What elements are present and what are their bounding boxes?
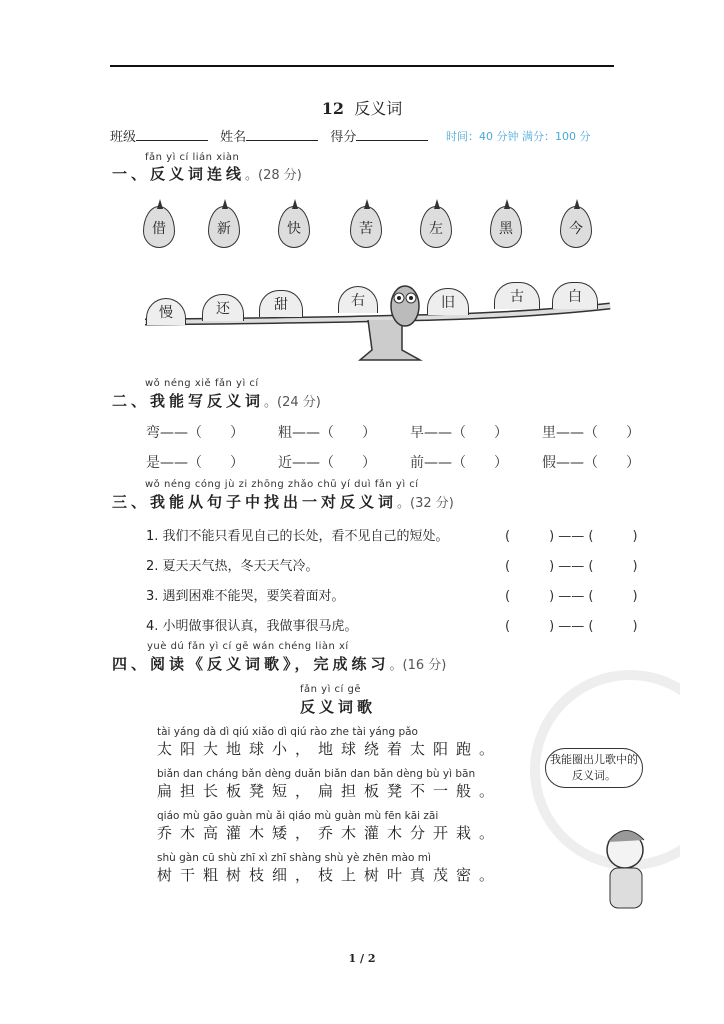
s4-label: 四、阅读《反义词歌》，完成练习 xyxy=(112,655,390,673)
time-info: 时间：40 分钟 满分：100 分 xyxy=(446,130,591,143)
branch-word[interactable]: 旧 xyxy=(427,288,469,315)
poem-line-pinyin: qiáo mù gāo guàn mù ǎi qiáo mù guàn mù fēn kāi zāi xyxy=(157,810,439,822)
poem-line: 树干粗树枝细，枝上树叶真茂密。 xyxy=(157,866,503,884)
s3-heading xyxy=(112,491,454,512)
s3-pinyin: wǒ néng cóng jù zi zhōng zhǎo chū yí duì fǎn yì cí xyxy=(145,479,419,490)
student-info xyxy=(110,126,436,145)
class-label: 班级 xyxy=(110,130,137,145)
branch-word[interactable]: 还 xyxy=(202,294,244,321)
s3-points: 。(32 分) xyxy=(397,496,454,511)
poem-line: 太阳大地球小，地球绕着太阳跑。 xyxy=(157,740,503,758)
answer-pair-3[interactable]: ( ) —— ( ) xyxy=(505,589,638,604)
sentence-1: 1. 我们不能只看见自己的长处，看不见自己的短处。 xyxy=(146,529,449,544)
s1-points: 。(28 分) xyxy=(245,168,302,183)
s2-label: 二、我能写反义词 xyxy=(112,392,265,410)
s4-pinyin: yuè dú fǎn yì cí gē wán chéng liàn xí xyxy=(147,641,349,652)
s1-heading xyxy=(112,163,302,184)
s3-label: 三、我能从句子中找出一对反义词 xyxy=(112,493,398,511)
branch-word[interactable]: 甜 xyxy=(259,290,303,317)
leaf-word[interactable]: 左 xyxy=(420,206,452,248)
antonym-blank[interactable]: 前——（ ） xyxy=(410,455,508,471)
s1-label: 一、反义词连线 xyxy=(112,165,246,183)
antonym-blank[interactable]: 近——（ ） xyxy=(278,455,376,471)
leaf-word[interactable]: 黑 xyxy=(490,206,522,248)
answer-pair-4[interactable]: ( ) —— ( ) xyxy=(505,619,638,634)
antonym-blank[interactable]: 粗——（ ） xyxy=(278,425,376,441)
answer-pair-2[interactable]: ( ) —— ( ) xyxy=(505,559,638,574)
leaf-word[interactable]: 借 xyxy=(143,206,175,248)
antonym-blank[interactable]: 假——（ ） xyxy=(542,455,640,471)
poem-line: 乔木高灌木矮，乔木灌木分开栽。 xyxy=(157,824,503,842)
page-title xyxy=(0,96,724,119)
antonym-blank[interactable]: 早——（ ） xyxy=(410,425,508,441)
antonym-blank[interactable]: 是——（ ） xyxy=(146,455,244,471)
s4-heading xyxy=(112,653,446,674)
top-rule xyxy=(110,65,614,67)
sentence-4: 4. 小明做事很认真，我做事很马虎。 xyxy=(146,619,358,634)
speech-bubble: 我能圈出儿歌中的反义词。 xyxy=(545,748,643,788)
branch-word[interactable]: 慢 xyxy=(146,298,186,325)
leaf-word[interactable]: 快 xyxy=(278,206,310,248)
s1-pinyin: fǎn yì cí lián xiàn xyxy=(145,152,240,163)
sentence-2: 2. 夏天天气热，冬天天气冷。 xyxy=(146,559,319,574)
score-field[interactable] xyxy=(356,140,428,141)
s2-points: 。(24 分) xyxy=(264,395,321,410)
score-label: 得分 xyxy=(330,130,357,145)
branch-word[interactable]: 右 xyxy=(338,286,378,313)
antonym-blank[interactable]: 里——（ ） xyxy=(542,425,640,441)
tree-icon xyxy=(140,280,620,370)
s2-heading xyxy=(112,390,321,411)
class-field[interactable] xyxy=(136,140,208,141)
s2-row-1 xyxy=(146,422,674,442)
lesson-number: 12 xyxy=(321,99,345,118)
leaf-word[interactable]: 新 xyxy=(208,206,240,248)
poem-line-pinyin: biǎn dan cháng bǎn dèng duǎn biǎn dan bǎn dèng bù yì bān xyxy=(157,768,476,780)
name-field[interactable] xyxy=(246,140,318,141)
owl-icon xyxy=(391,286,419,326)
leaf-word[interactable]: 苦 xyxy=(350,206,382,248)
s4-points: 。(16 分) xyxy=(389,658,447,673)
poem-title-pinyin: fǎn yì cí gē xyxy=(300,684,361,695)
poem-line: 扁担长板凳短，扁担板凳不一般。 xyxy=(157,782,503,800)
poem-title: 反义词歌 xyxy=(300,698,377,716)
lesson-title: 反义词 xyxy=(354,99,403,118)
antonym-blank[interactable]: 弯——（ ） xyxy=(146,425,244,441)
page-number: 1 / 2 xyxy=(348,952,376,965)
s2-row-2 xyxy=(146,452,674,472)
branch-word[interactable]: 白 xyxy=(552,282,598,309)
branch-word[interactable]: 古 xyxy=(494,282,540,309)
answer-pair-1[interactable]: ( ) —— ( ) xyxy=(505,529,638,544)
poem-line-pinyin: tài yáng dà dì qiú xiǎo dì qiú rào zhe tài yáng pǎo xyxy=(157,726,418,738)
name-label: 姓名 xyxy=(220,130,247,145)
sentence-3: 3. 遇到困难不能哭，要笑着面对。 xyxy=(146,589,345,604)
poem-line-pinyin: shù gàn cū shù zhī xì zhī shàng shù yè zhēn mào mì xyxy=(157,852,431,864)
leaf-word[interactable]: 今 xyxy=(560,206,592,248)
s2-pinyin: wǒ néng xiě fǎn yì cí xyxy=(145,378,259,389)
